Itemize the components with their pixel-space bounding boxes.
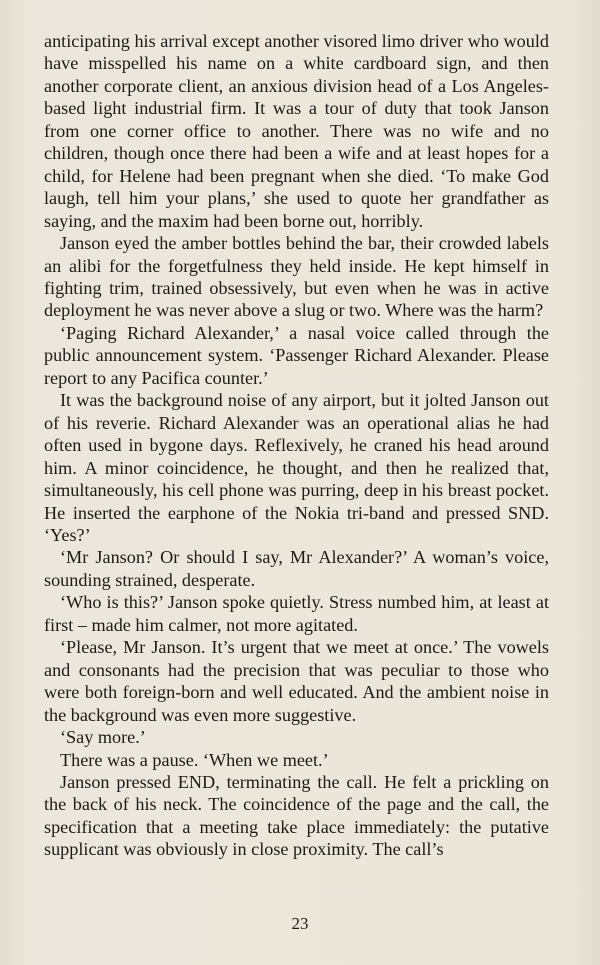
paragraph: anticipating his arrival except another visored limo driver who would have misspelled his name on a white cardboard sign, and then another corporate client, an anxious division head of a Los Angeles-based light industrial firm. It was a tour of duty that took Janson from one corner office to another. There was no wife and no children, though once there had been a wife and at least hopes for a child, for Helene had been pregnant when she died. ‘To make God laugh, tell him your plans,’ she used to quote her grandfather as saying, and the maxim had been borne out, horribly. bbox=[44, 31, 549, 231]
paragraph: Janson pressed END, terminating the call. He felt a prickling on the back of his neck. The coincidence of the page and the call, the specification that a meeting take place immediately: the putative supplicant was obviously in close proximity. The call’s bbox=[44, 771, 549, 860]
paragraph: Janson eyed the amber bottles behind the bar, their crowded labels an alibi for the forgetfulness they held inside. He kept himself in fighting trim, trained obsessively, but even when he was in active deployment he was never above a slug or two. Where was the harm? bbox=[44, 233, 549, 321]
page-number: 23 bbox=[291, 914, 309, 933]
paragraph: It was the background noise of any airport, but it jolted Janson out of his reverie. Richard Alexander was an operational alias he had often used in bygone days. Reflexively, he craned his head around him. A minor coincidence, he thought, and then he realized that, simultaneously, his cell phone was purring, deep in his breast pocket. He inserted the earphone of the Nokia tri-band and pressed SND. ‘Yes?’ bbox=[44, 390, 549, 545]
paragraph: ‘Mr Janson? Or should I say, Mr Alexander?’ A woman’s voice, sounding strained, desperate. bbox=[44, 547, 549, 590]
paragraph: ‘Paging Richard Alexander,’ a nasal voice called through the public announcement system. ‘Passenger Richard Alexander. Please report to any Pacifica counter.’ bbox=[44, 322, 549, 388]
paragraph: ‘Who is this?’ Janson spoke quietly. Stress numbed him, at least at first – made him calmer, not more agitated. bbox=[44, 592, 549, 635]
paragraph: There was a pause. ‘When we meet.’ bbox=[60, 749, 329, 770]
paragraph: ‘Say more.’ bbox=[60, 727, 146, 748]
paragraph: ‘Please, Mr Janson. It’s urgent that we meet at once.’ The vowels and consonants had the precision that was peculiar to those who were both foreign-born and well educated. And the ambient noise in the background was even more suggestive. bbox=[44, 637, 549, 725]
body-text bbox=[44, 30, 549, 861]
